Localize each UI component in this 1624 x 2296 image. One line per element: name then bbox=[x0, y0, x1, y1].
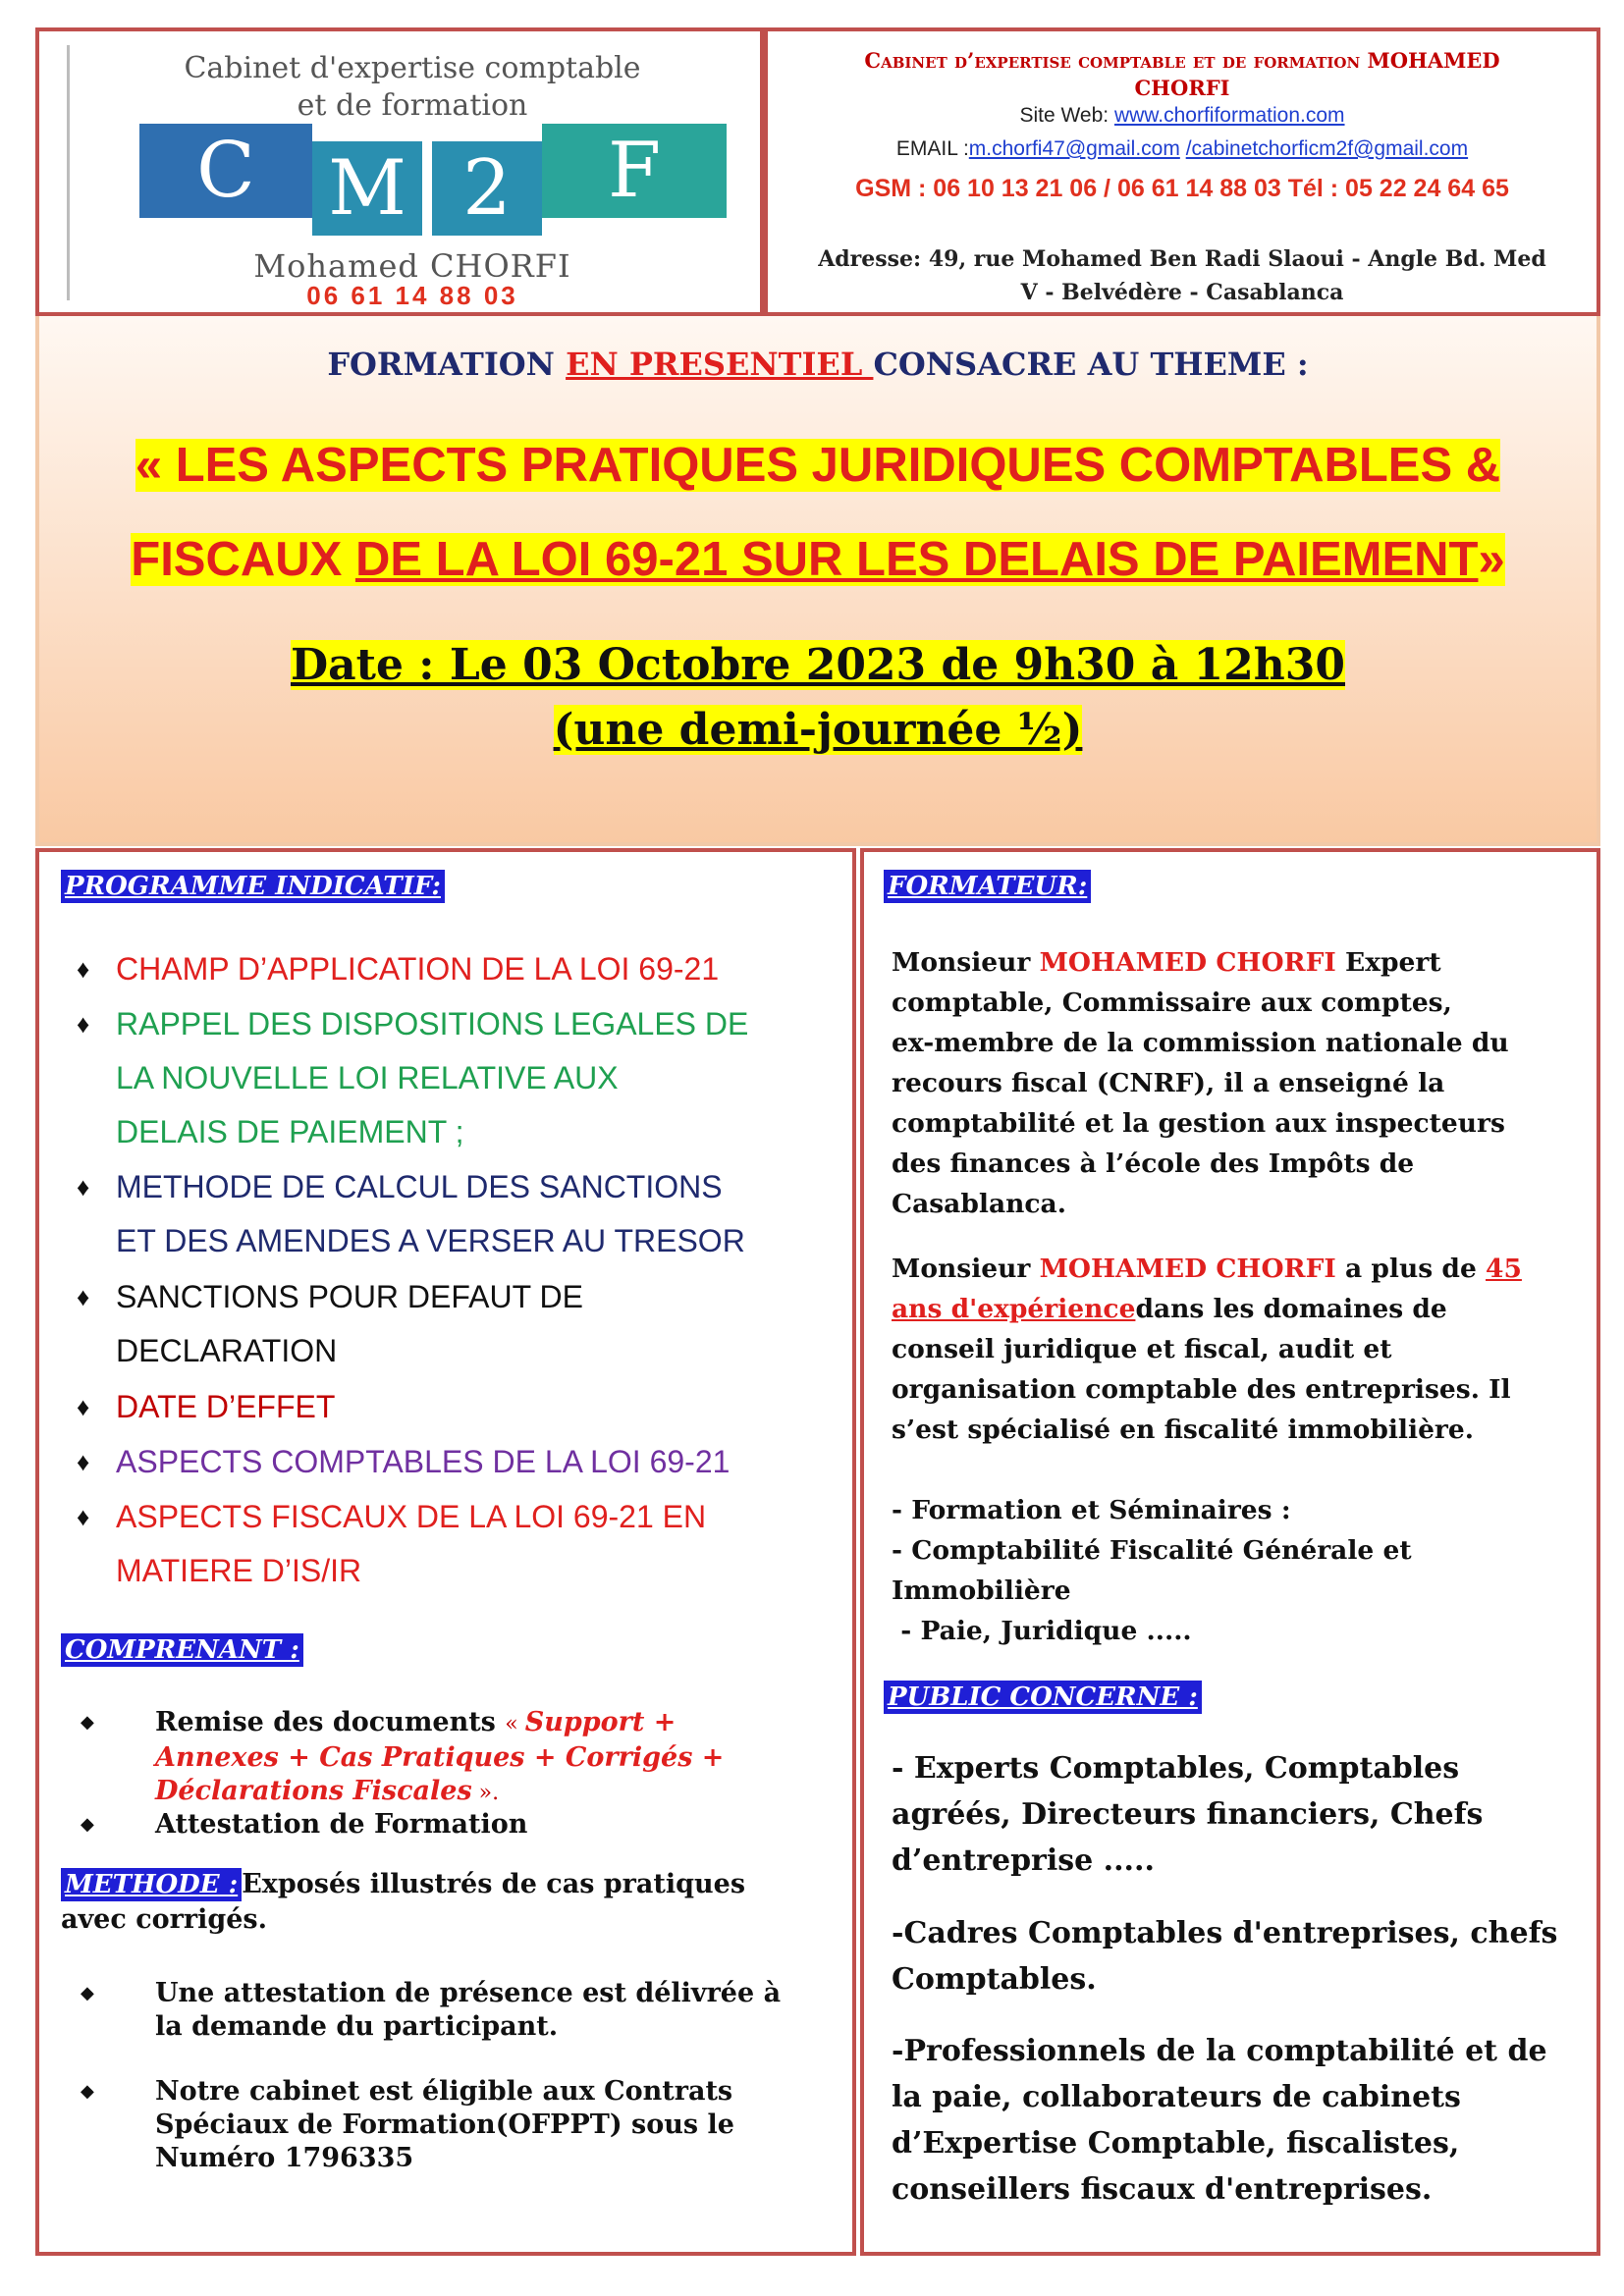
training-duration bbox=[39, 705, 1597, 755]
contact-title-line2: CHORFI bbox=[1134, 76, 1230, 100]
ofppt-note bbox=[155, 2075, 734, 2175]
theme-line2-text bbox=[131, 533, 1504, 586]
programme-label: PROGRAMME INDICATIF: bbox=[61, 870, 445, 903]
documents-list-line3: Déclarations Fiscales bbox=[155, 1776, 472, 1806]
diamond-bullet-icon: ♦ bbox=[77, 1009, 90, 1039]
intro-suffix: CONSACRE AU THEME : bbox=[873, 346, 1309, 383]
theme-line2 bbox=[39, 532, 1597, 587]
contact-website bbox=[778, 104, 1587, 128]
programme-item-text: RAPPEL DES DISPOSITIONS LEGALES DE bbox=[116, 1006, 749, 1041]
documents-open-quote: « bbox=[505, 1712, 525, 1736]
formateur-bio-line: comptable, Commissaire aux comptes, bbox=[892, 988, 1452, 1018]
public-line: conseillers fiscaux d'entreprises. bbox=[892, 2172, 1433, 2207]
experience-years: 45 bbox=[1486, 1254, 1522, 1284]
contact-email bbox=[778, 137, 1587, 161]
public-line: agréés, Directeurs financiers, Chefs bbox=[892, 1797, 1484, 1832]
documents-label: Remise des documents bbox=[155, 1707, 506, 1737]
specialty-line: Immobilière bbox=[892, 1575, 1071, 1606]
methode-block bbox=[61, 1867, 837, 1938]
formateur-experience bbox=[892, 1249, 1579, 1450]
public-line: d’Expertise Comptable, fiscalistes, bbox=[892, 2126, 1460, 2161]
formateur-name: MOHAMED CHORFI bbox=[1039, 947, 1336, 978]
formateur-bio-prefix: Monsieur bbox=[892, 947, 1040, 978]
contact-address-line2: V - Belvédère - Casablanca bbox=[1020, 280, 1344, 305]
logo-letter-m: M bbox=[312, 141, 422, 236]
formateur-specialties bbox=[892, 1490, 1579, 1651]
logo-letter-f: F bbox=[542, 124, 727, 218]
logo-text-line2: et de formation bbox=[297, 88, 528, 123]
theme-line2-underlined: DE LA LOI 69-21 SUR LES DELAIS DE PAIEMENT bbox=[354, 533, 1479, 586]
bullet-icon: ◆ bbox=[81, 1983, 94, 2003]
logo-phone: 06 61 14 88 03 bbox=[306, 281, 518, 310]
logo-person-name: Mohamed CHORFI bbox=[253, 247, 571, 285]
public-group bbox=[892, 1745, 1579, 1884]
training-date-text: Date : Le 03 Octobre 2023 de 9h30 à 12h30 bbox=[290, 640, 1345, 690]
programme-item-text: ET DES AMENDES A VERSER AU TRESOR bbox=[116, 1223, 745, 1258]
experience-line: s’est spécialisé en fiscalité immobilière. bbox=[892, 1415, 1474, 1445]
methode-label: METHODE : bbox=[61, 1868, 242, 1901]
formateur-bio-line: recours fiscal (CNRF), il a enseigné la bbox=[892, 1068, 1445, 1098]
programme-item-text: CHAMP D’APPLICATION DE LA LOI 69-21 bbox=[116, 951, 720, 987]
email-label: EMAIL : bbox=[895, 137, 969, 160]
training-date bbox=[39, 640, 1597, 690]
public-line: d’entreprise ..... bbox=[892, 1843, 1155, 1878]
programme-item-text: DATE D’EFFET bbox=[116, 1389, 336, 1424]
contact-panel bbox=[764, 27, 1600, 316]
logo-divider bbox=[67, 45, 70, 300]
experience-domains: dans les domaines de bbox=[1135, 1294, 1447, 1324]
methode-text-line1: Exposés illustrés de cas pratiques bbox=[242, 1869, 746, 1899]
specialty-line: - Paie, Juridique ..... bbox=[892, 1616, 1192, 1646]
programme-item-text: DECLARATION bbox=[116, 1333, 338, 1368]
theme-line2-suffix: » bbox=[1478, 533, 1505, 586]
ofppt-note-line3: Numéro 1796335 bbox=[155, 2143, 414, 2173]
diamond-bullet-icon: ♦ bbox=[77, 1392, 90, 1421]
experience-prefix: Monsieur bbox=[892, 1254, 1040, 1284]
email-link-1[interactable]: m.chorfi47@gmail.com bbox=[968, 137, 1180, 160]
public-line: Comptables. bbox=[892, 1962, 1097, 1997]
formateur-bio-line: Casablanca. bbox=[892, 1189, 1066, 1219]
programme-item bbox=[77, 1490, 823, 1598]
theme-line2-prefix: FISCAUX bbox=[131, 533, 355, 586]
email-link-2[interactable]: /cabinetchorficm2f@gmail.com bbox=[1185, 137, 1469, 160]
public-group bbox=[892, 1910, 1579, 2002]
experience-mid: a plus de bbox=[1335, 1254, 1487, 1284]
training-duration-text: (une demi-journée ½) bbox=[553, 705, 1083, 755]
attestation-note-line2: la demande du participant. bbox=[155, 2011, 559, 2042]
logo-panel bbox=[35, 27, 764, 316]
public-group bbox=[892, 2028, 1579, 2213]
bullet-icon: ◆ bbox=[81, 1814, 94, 1835]
logo-text-line1: Cabinet d'expertise comptable bbox=[184, 51, 641, 85]
attestation-note-line1: Une attestation de présence est délivrée à bbox=[155, 1978, 782, 2008]
formateur-bio bbox=[892, 942, 1579, 1224]
experience-label: ans d'expérience bbox=[892, 1294, 1136, 1324]
theme-line1 bbox=[39, 438, 1597, 493]
documents-close-quote: ». bbox=[471, 1781, 500, 1805]
formateur-bio-line: ex-membre de la commission nationale du bbox=[892, 1028, 1509, 1058]
programme-item-text: DELAIS DE PAIEMENT ; bbox=[116, 1114, 464, 1149]
website-label: Site Web: bbox=[1019, 104, 1114, 127]
formateur-column bbox=[860, 848, 1600, 2256]
formateur-label: FORMATEUR: bbox=[884, 870, 1091, 903]
programme-item-text: ASPECTS COMPTABLES DE LA LOI 69-21 bbox=[116, 1444, 731, 1479]
specialty-line: - Formation et Séminaires : bbox=[892, 1495, 1291, 1525]
diamond-bullet-icon: ♦ bbox=[77, 1282, 90, 1311]
documents-list-line2: Annexes + Cas Pratiques + Corrigés + bbox=[155, 1742, 725, 1773]
programme-item bbox=[77, 997, 823, 1159]
diamond-bullet-icon: ♦ bbox=[77, 1172, 90, 1201]
public-line: -Cadres Comptables d'entreprises, chefs bbox=[892, 1916, 1558, 1950]
programme-item-text: LA NOUVELLE LOI RELATIVE AUX bbox=[116, 1060, 619, 1095]
theme-line1-text: « LES ASPECTS PRATIQUES JURIDIQUES COMPTABLES & bbox=[135, 439, 1501, 492]
programme-item bbox=[77, 1435, 823, 1489]
documents-list-line1: Support + bbox=[524, 1707, 677, 1737]
methode-text-line2: avec corrigés. bbox=[61, 1904, 268, 1935]
contact-title-line1: Cabinet d’expertise comptable et de formation MOHAMED bbox=[864, 48, 1500, 73]
programme-item-text: SANCTIONS POUR DEFAUT DE bbox=[116, 1279, 583, 1314]
training-intro bbox=[39, 346, 1597, 383]
comprenant-item-text: Attestation de Formation bbox=[155, 1809, 528, 1840]
programme-item bbox=[77, 1380, 823, 1434]
logo-letter-c: C bbox=[139, 124, 312, 218]
formateur-bio-title: Expert bbox=[1335, 947, 1441, 978]
programme-item-text: MATIERE D’IS/IR bbox=[116, 1553, 362, 1588]
specialty-line: - Comptabilité Fiscalité Générale et bbox=[892, 1535, 1412, 1566]
contact-phones: GSM : 06 10 13 21 06 / 06 61 14 88 03 Tél : 05 22 24 64 65 bbox=[855, 175, 1509, 202]
intro-prefix: FORMATION bbox=[327, 346, 567, 383]
public-line: -Professionnels de la comptabilité et de bbox=[892, 2034, 1547, 2068]
diamond-bullet-icon: ♦ bbox=[77, 1447, 90, 1476]
ofppt-note-line1: Notre cabinet est éligible aux Contrats bbox=[155, 2076, 733, 2107]
public-line: - Experts Comptables, Comptables bbox=[892, 1751, 1460, 1786]
title-band bbox=[35, 316, 1600, 846]
diamond-bullet-icon: ♦ bbox=[77, 954, 90, 984]
formateur-bio-line: comptabilité et la gestion aux inspecteurs bbox=[892, 1108, 1505, 1139]
programme-item-text: METHODE DE CALCUL DES SANCTIONS bbox=[116, 1169, 723, 1204]
intro-presentiel: EN PRESENTIEL bbox=[566, 346, 874, 383]
public-label: PUBLIC CONCERNE : bbox=[884, 1681, 1202, 1714]
programme-column bbox=[35, 848, 856, 2256]
logo-letter-2: 2 bbox=[432, 141, 542, 236]
attestation-note bbox=[155, 1977, 781, 2044]
comprenant-item-text bbox=[155, 1706, 724, 1810]
experience-line: conseil juridique et fiscal, audit et bbox=[892, 1334, 1392, 1364]
experience-name: MOHAMED CHORFI bbox=[1039, 1254, 1336, 1284]
website-link[interactable]: www.chorfiformation.com bbox=[1113, 104, 1345, 127]
diamond-bullet-icon: ♦ bbox=[77, 1502, 90, 1531]
programme-item bbox=[77, 1160, 823, 1268]
contact-address-line1: Adresse: 49, rue Mohamed Ben Radi Slaoui - Angle Bd. Med bbox=[818, 246, 1546, 272]
programme-item bbox=[77, 942, 823, 996]
programme-item-text: ASPECTS FISCAUX DE LA LOI 69-21 EN bbox=[116, 1499, 707, 1534]
bullet-icon: ◆ bbox=[81, 2081, 94, 2102]
bullet-icon: ◆ bbox=[81, 1712, 94, 1733]
experience-line: organisation comptable des entreprises. Il bbox=[892, 1374, 1511, 1405]
programme-item bbox=[77, 1270, 823, 1378]
comprenant-label: COMPRENANT : bbox=[61, 1633, 303, 1667]
public-line: la paie, collaborateurs de cabinets bbox=[892, 2080, 1461, 2114]
formateur-bio-line: des finances à l’école des Impôts de bbox=[892, 1148, 1415, 1179]
ofppt-note-line2: Spéciaux de Formation(OFPPT) sous le bbox=[155, 2109, 734, 2140]
